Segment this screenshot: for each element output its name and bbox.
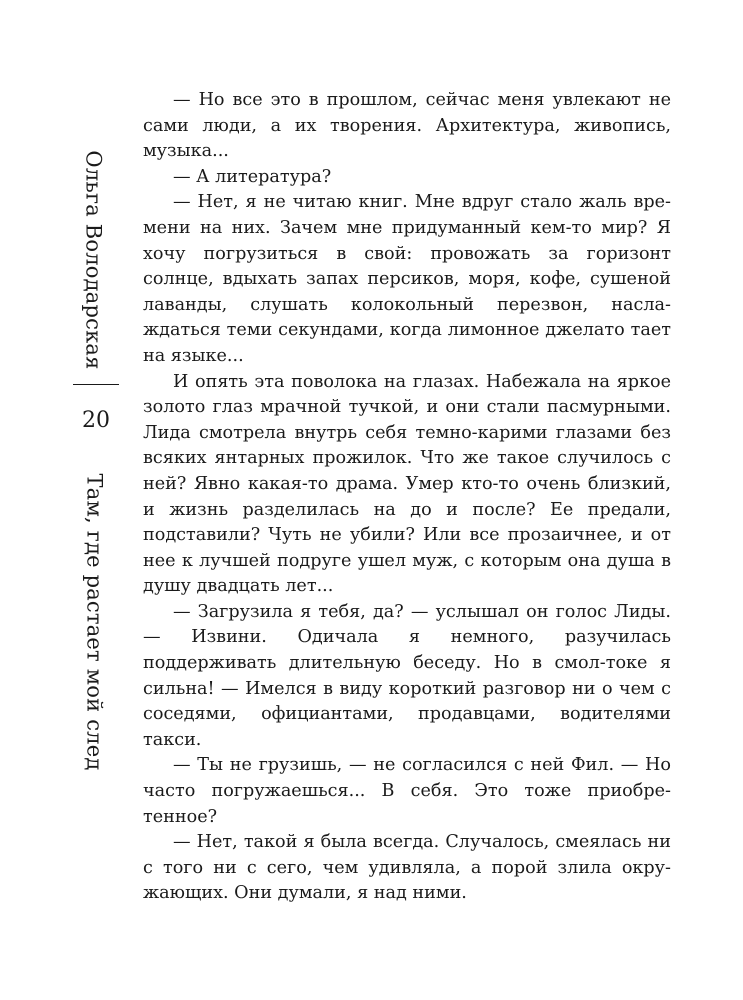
running-head-author: [79, 150, 109, 370]
page-number: 20: [82, 408, 110, 433]
book-title: Там, где растает мой след: [82, 473, 107, 771]
text-body: [143, 88, 671, 907]
paragraph: — Но все это в прошлом, сейчас меня увлекают не сами люди, а их творения. Архитектура, живопись, музыка...: [143, 90, 671, 162]
paragraph: И опять эта поволока на глазах. Набежала на яркое золото глаз мрачной тучкой, и они стали пасмурными. Лида смотрела внутрь себя темно-карими глазами без всяких янтарных прожилок. Что же такое случилось с ней? Явно какая-то драма. Умер кто-то очень близкий, и жизнь разделилась на до и после? Ее предали, подставили? Чуть не убили? Или все прозаичнее, и от нее к лучшей подруге ушел муж, с которым она душа в душу двадцать лет...: [143, 371, 671, 597]
paragraph: — Загрузила я тебя, да? — услышал он голос Лиды. — Извини. Одичала я немного, разучилась поддерживать длительную беседу. Но в смол-токе я сильна! — Имелся в виду короткий разговор ни о чем с соседями, официантами, продавцами, водителями такси.: [143, 601, 671, 750]
paragraph: — Нет, я не читаю книг. Мне вдруг стало жаль времени на них. Зачем мне придуманный кем-то мир? Я хочу погрузиться в свой: провожать за горизонт солнце, вдыхать запах персиков, моря, кофе, сушеной лаванды, слушать колокольный перезвон, наслаждаться теми секундами, когда лимонное джелато тает на языке...: [143, 192, 671, 366]
paragraph: — Нет, такой я была всегда. Случалось, смеялась ни с того ни с сего, чем удивляла, а порой злила окружающих. Они думали, я над ними.: [143, 832, 671, 904]
paragraph: — Ты не грузишь, — не согласился с ней Фил. — Но часто погружаешься... В себя. Это тоже приобретенное?: [143, 755, 671, 827]
running-head-title: [79, 472, 109, 772]
margin-divider: [73, 384, 119, 385]
author-name: Ольга Володарская: [82, 150, 107, 370]
paragraph: — А литература?: [173, 166, 332, 187]
